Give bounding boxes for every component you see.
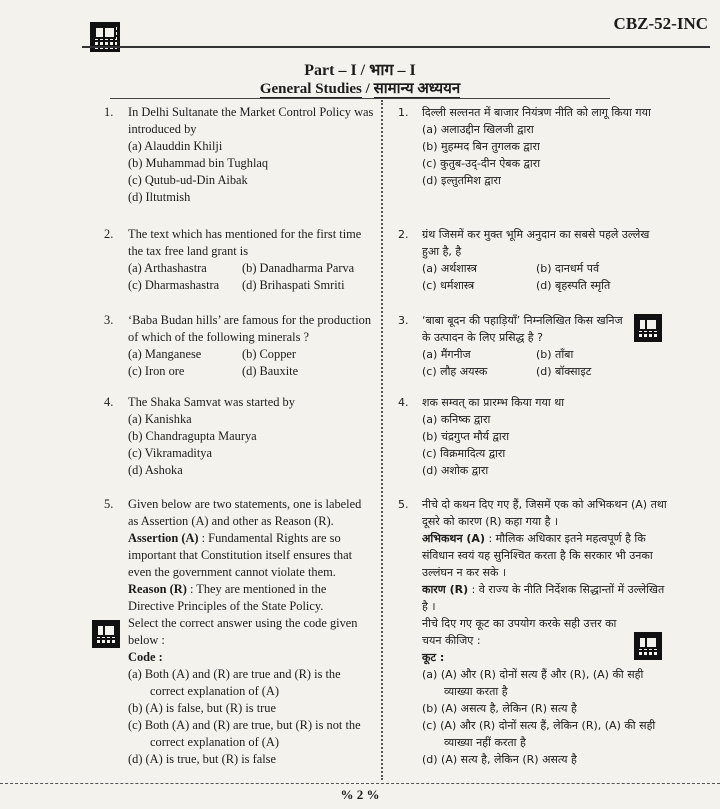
option-a: (a) Manganese [128,347,202,361]
option-c: (c) Dharmashastra [128,278,220,292]
question-text: Given below are two statements, one is labeled as Assertion (A) and other as Reason (R). [128,497,362,528]
option-c: (c) विक्रमादित्य द्वारा [422,447,506,460]
reason-statement [422,581,668,615]
section-title-separator: / [361,81,374,97]
option-d: (d) बृहस्पति स्मृति [536,279,611,292]
reason-statement [128,581,374,615]
option-b: (b) Muhammad bin Tughlaq [128,156,269,170]
footer-rule [0,783,720,784]
question-1-hi [398,104,668,189]
option-b: (b) (A) असत्य है, लेकिन (R) सत्य है [422,702,577,715]
instruction-text: Select the correct answer using the code given below : [128,616,358,647]
option-c: (c) धर्मशास्त्र [422,279,475,292]
option-d: (d) (A) सत्य है, लेकिन (R) असत्य है [422,753,577,766]
question-5-en [104,496,374,768]
question-text: The Shaka Samvat was started by [128,395,295,409]
question-number: 5. [398,498,409,511]
option-a: (a) कनिष्क द्वारा [422,413,491,426]
option-b: (b) मुहम्मद बिन तुगलक द्वारा [422,140,540,153]
assertion-statement [422,530,668,581]
question-number: 4. [104,395,114,409]
option-c: (c) Iron ore [128,364,185,378]
option-b: (b) दानधर्म पर्व [536,262,600,275]
question-3-hi [398,312,630,380]
paper-code: CBZ-52-INC [613,14,708,33]
option-d: (d) Iltutmish [128,190,191,204]
option-c: (c) कुतुब-उद्-दीन ऐबक द्वारा [422,157,541,170]
question-number: 3. [398,314,409,327]
column-divider [381,100,383,780]
question-qr-code [634,314,662,342]
question-number: 2. [398,228,409,241]
question-2-en [104,226,374,294]
title-rule [110,98,610,99]
option-d: (d) बॉक्साइट [536,365,592,378]
question-text: The text which has mentioned for the first time the tax free land grant is [128,227,362,258]
question-text: दिल्ली सल्तनत में बाजार नियंत्रण नीति को लागू किया गया [422,106,651,119]
option-c: (c) Both (A) and (R) are true, but (R) is not the correct explanation of (A) [128,718,361,749]
header-rule [82,46,710,48]
assertion-text: : Fundamental Rights are so important that Constitution itself ensures that even the government cannot violate them. [128,531,353,579]
option-d: (d) अशोक द्वारा [422,464,489,477]
option-c: (c) Vikramaditya [128,446,213,460]
question-number: 2. [104,227,114,241]
reason-text: : They are mentioned in the Directive Principles of the State Policy. [128,582,327,613]
option-a: (a) Kanishka [128,412,192,426]
question-number: 1. [104,105,114,119]
section-title-en: General Studies [259,81,362,97]
question-number: 1. [398,106,409,119]
reason-label: कारण (R) [422,583,469,596]
option-a: (a) (A) और (R) दोनों सत्य हैं और (R), (A) की सही व्याख्या करता है [422,668,644,698]
reason-label: Reason (R) [128,582,187,596]
option-b: (b) Chandragupta Maurya [128,429,257,443]
page-number: % 2 % [340,787,380,802]
question-5-hi [398,496,668,768]
question-qr-code [92,620,120,648]
question-3-en [104,312,374,380]
part-title: Part – I / भाग – I [304,62,416,79]
option-a: (a) Arthashastra [128,261,207,275]
option-a: (a) अर्थशास्त्र [422,262,477,275]
question-text: ‘बाबा बूदन की पहाड़ियाँ’ निम्नलिखित किस खनिज के उत्पादन के लिए प्रसिद्ध है ? [422,314,623,344]
assertion-text: : मौलिक अधिकार इतने महत्वपूर्ण है कि संविधान स्वयं यह सुनिश्चित करता है कि सरकार भी उनका उल्लंघन न कर सके । [422,532,653,579]
option-d: (d) Bauxite [242,364,299,378]
option-b: (b) Copper [242,347,297,361]
reason-text: : वे राज्य के नीति निर्देशक सिद्धान्तों में उल्लेखित है । [422,583,665,613]
section-title [0,78,720,98]
question-1-en [104,104,374,206]
instruction-text: नीचे दिए गए कूट का उपयोग करके सही उत्तर का चयन कीजिए : [422,617,617,647]
option-b: (b) ताँबा [536,348,574,361]
option-c: (c) Qutub-ud-Din Aibak [128,173,248,187]
option-d: (d) इल्तुतमिश द्वारा [422,174,501,187]
option-d: (d) Ashoka [128,463,183,477]
option-a: (a) Both (A) and (R) are true and (R) is the correct explanation of (A) [128,667,341,698]
assertion-statement [128,530,374,581]
code-label: Code : [128,650,163,664]
option-a: (a) मैंगनीज [422,348,471,361]
option-b: (b) (A) is false, but (R) is true [128,701,276,715]
option-a: (a) Alauddin Khilji [128,139,223,153]
question-number: 5. [104,497,114,511]
option-d: (d) (A) is true, but (R) is false [128,752,276,766]
section-title-hi: सामान्य अध्ययन [373,81,461,97]
option-d: (d) Brihaspati Smriti [242,278,345,292]
assertion-label: अभिकथन (A) [422,532,485,545]
option-b: (b) Danadharma Parva [242,261,355,275]
option-c: (c) (A) और (R) दोनों सत्य हैं, लेकिन (R), (A) की सही व्याख्या नहीं करता है [422,719,656,749]
question-number: 3. [104,313,114,327]
question-number: 4. [398,396,409,409]
question-4-en [104,394,374,479]
question-text: ग्रंथ जिसमें कर मुक्त भूमि अनुदान का सबसे पहले उल्लेख हुआ है, है [422,228,650,258]
assertion-label: Assertion (A) [128,531,199,545]
question-text: ‘Baba Budan hills’ are famous for the production of which of the following minerals ? [128,313,372,344]
question-text: नीचे दो कथन दिए गए हैं, जिसमें एक को अभिकथन (A) तथा दूसरे को कारण (R) कहा गया है । [422,498,667,528]
option-a: (a) अलाउद्दीन खिलजी द्वारा [422,123,534,136]
question-4-hi [398,394,668,479]
question-2-hi [398,226,668,294]
question-text: In Delhi Sultanate the Market Control Policy was introduced by [128,105,374,136]
question-text: शक सम्वत् का प्रारम्भ किया गया था [422,396,565,409]
code-label: कूट : [422,651,445,664]
option-c: (c) लौह अयस्क [422,365,488,378]
option-b: (b) चंद्रगुप्त मौर्य द्वारा [422,430,510,443]
